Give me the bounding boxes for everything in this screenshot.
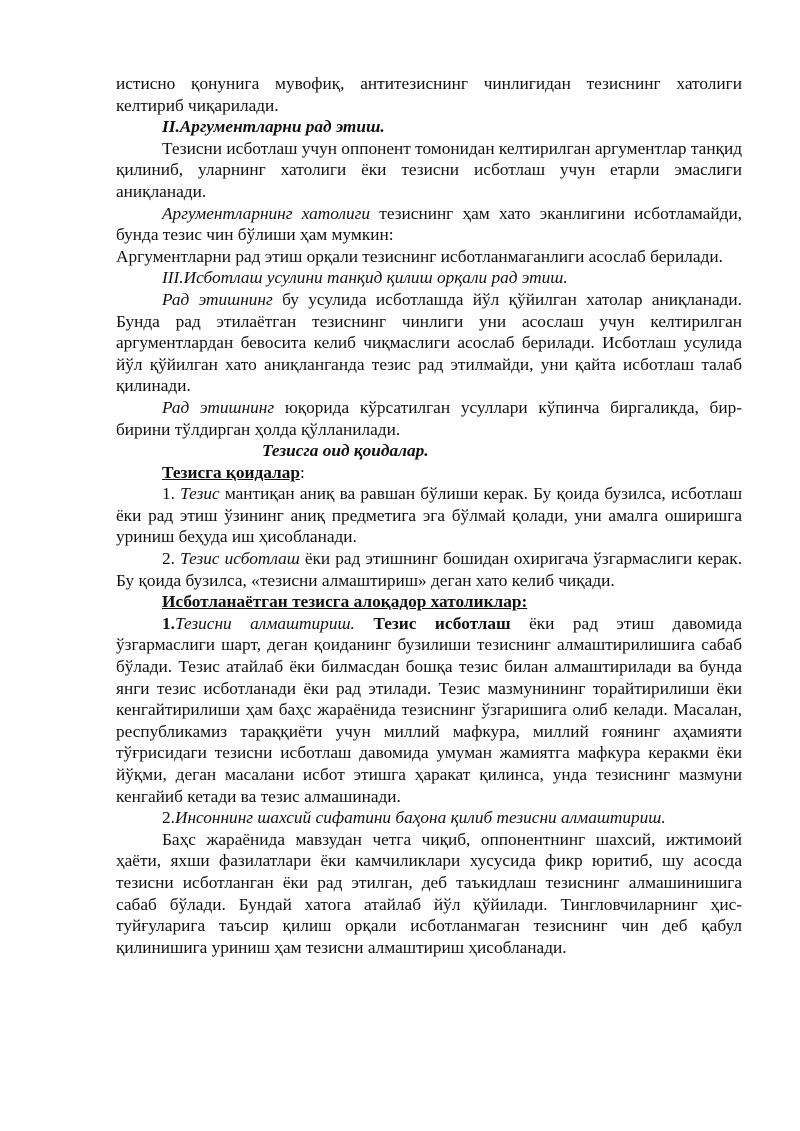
rule-1-number: 1. [162, 484, 181, 504]
rule-1-text: мантиқан аниқ ва равшан бўлиши керак. Бу қоида бузилса, исботлаш ёки рад этиш ўзининг аниқ предметига эга бўлмай қолади, уни амалга оширишга уриниш беҳуда иш ҳисобланади. [116, 484, 742, 547]
paragraph-5: Аргументларни рад этиш орқали тезиснинг исботланмаганлиги асослаб берилади. [116, 246, 723, 266]
error-2-number: 2. [162, 808, 175, 828]
paragraph-4-text: тезиснинг ҳам хато эканлигини исботламайди, бунда тезис чин бўлиши ҳам мумкин: [116, 203, 743, 245]
rule-2-text: ёки рад этишнинг бошидан охиригача ўзгармаслиги керак. Бу қоида бузилса, «тезисни алмаштириш» деган хато келиб чиқади. [116, 549, 743, 590]
error-1-bold: Тезис исботлаш [373, 613, 511, 633]
rule-2 [116, 548, 742, 591]
rule-2-number: 2. [162, 549, 181, 569]
error-1-number: 1. [162, 613, 175, 633]
paragraph-7 [116, 397, 742, 440]
paragraph-4-italic: Аргументларнинг хатолиги [162, 203, 371, 223]
rules-heading [116, 462, 742, 484]
error-2 [116, 807, 742, 829]
paragraph-6-text: бу усулида исботлашда йўл қўйилган хатолар аниқланади. Бунда рад этилаётган тезиснинг чинлиги уни асослаш учун келтирилган аргументлардан бевосита келиб чиқмаслиги асослаб берилади. Исботлаш усулида йўл қўйилган хато аниқланганда тезис рад этилмайди, уни қайта исботлаш талаб қилинади. [116, 289, 742, 396]
rules-heading-colon: : [299, 462, 305, 482]
rule-2-italic: Тезис исботлаш [180, 549, 300, 569]
error-1-italic: Тезисни алмаштириш. [174, 613, 355, 633]
center-heading: Тезисга оид қоидалар. [262, 441, 429, 461]
rule-1 [116, 483, 742, 548]
document-page [116, 73, 742, 958]
rules-heading-text: Тезисга қоидалар [162, 462, 300, 482]
paragraph-6 [116, 289, 742, 397]
section-heading-3: III.Исботлаш усулини танқид қилиш орқали рад этиш. [162, 268, 568, 288]
section-heading-2: II.Аргументларни рад этиш. [162, 117, 385, 137]
errors-heading: Исботланаётган тезисга алоқадор хатоликлар: [162, 592, 528, 612]
paragraph-7-text: юқорида кўрсатилган усуллари кўпинча биргаликда, бир-бирини тўлдирган ҳолда қўлланилади. [116, 397, 742, 439]
error-2-italic: Инсоннинг шахсий сифатини баҳона қилиб тезисни алмаштириш. [174, 808, 666, 828]
rule-1-italic: Тезис [180, 484, 220, 504]
error-1-text: ёки рад этиш давомида ўзгармаслиги шарт, деган қоиданинг бузилиши тезиснинг алмаштирилишига сабаб бўлади. Тезис атайлаб ёки билмасдан бошқа тезис билан алмаштирилади ва бунда янги тезис исботланади ёки рад этилади. Тезис мазмунининг торайтирилиши ёки кенгайтирилиши ҳам баҳс жараёнида тезиснинг ўзгаришига олиб келади. Масалан, республикамиз тараққиёти учун миллий мафкура, миллий ғоянинг аҳамияти тўғрисидаги тезисни исботлаш давомида умуман жамиятга мафкура керакми ёки йўқми, деган масалани исбот этишга ҳаракат қилинса, унда тезиснинг мазмуни кенгайиб кетади ва тезис алмашинади. [116, 613, 742, 806]
paragraph-4 [116, 203, 742, 246]
error-1-space [355, 614, 374, 633]
paragraph-7-italic: Рад этишнинг [162, 397, 275, 417]
paragraph-1: истисно қонунига мувофиқ, антитезиснинг чинлигидан тезиснинг хатолиги келтириб чиқарилади. [116, 74, 742, 115]
paragraph-last: Баҳс жараёнида мавзудан четга чиқиб, оппонентнинг шахсий, ижтимоий ҳаёти, яхши фазилатлари ёки камчиликлари хусусида фикр юритиб, шу асосда тезисни исботланган ёки рад этилган, деб таъкидлаш тезиснинг алмашинишига сабаб бўлади. Бундай хатога атайлаб йўл қўйилади. Тингловчиларнинг ҳис-туйғуларига таъсир қилиш орқали исботланмаган тезиснинг чин деб қабул қилинишига уриниш ҳам тезисни алмаштириш ҳисобланади. [116, 829, 742, 957]
paragraph-3: Тезисни исботлаш учун оппонент томонидан келтирилган аргументлар танқид қилиниб, уларнинг хатолиги ёки тезисни исботлаш учун етарли эмаслиги аниқланади. [116, 138, 742, 201]
error-1 [116, 613, 742, 807]
paragraph-6-italic: Рад этишнинг [162, 289, 273, 309]
